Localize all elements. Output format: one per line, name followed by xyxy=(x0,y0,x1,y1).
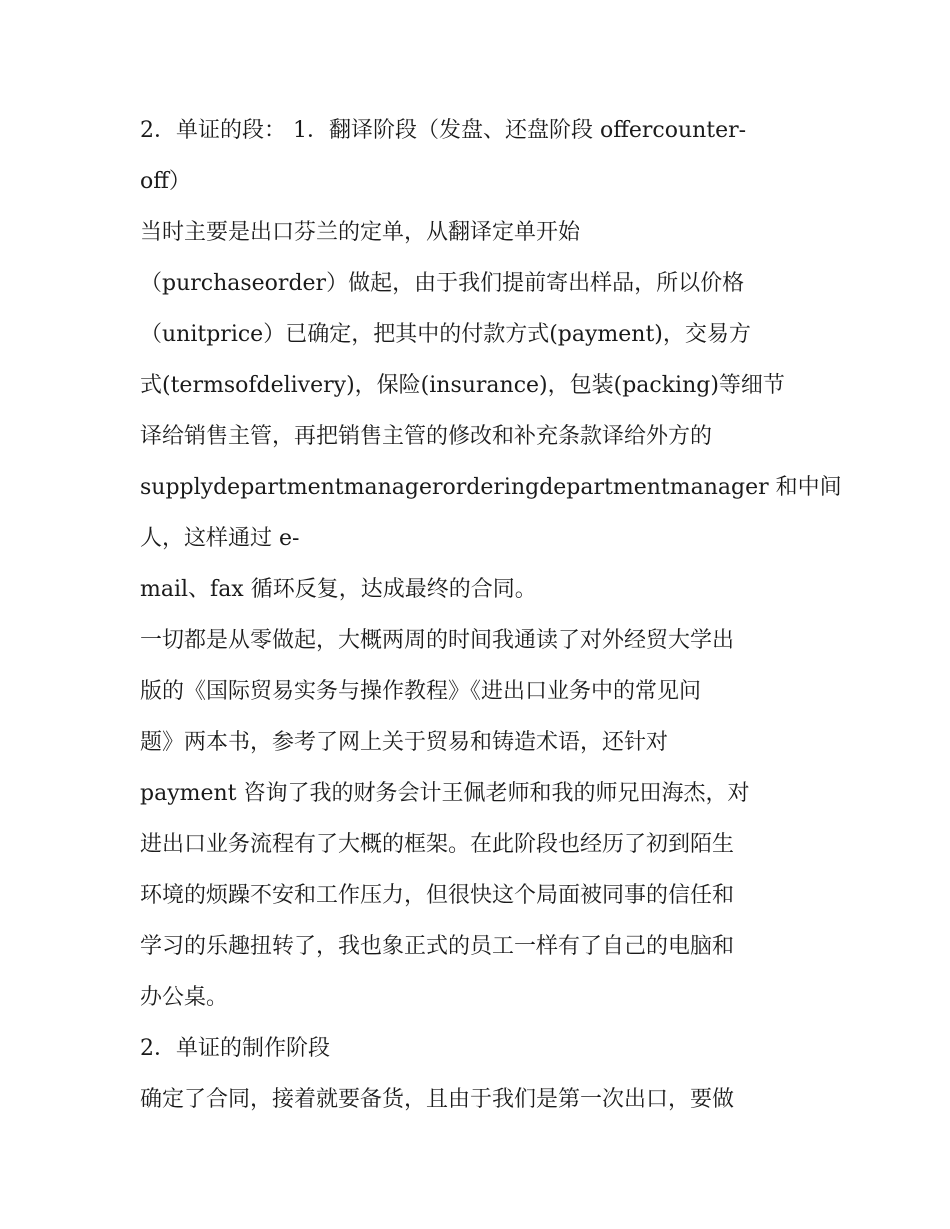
document-text xyxy=(140,105,842,1125)
text-line-12: 版的《国际贸易实务与操作教程》《进出口业务中的常见问 xyxy=(140,679,702,704)
text-line-10: mail、fax 循环反复，达成最终的合同。 xyxy=(140,577,537,602)
text-line-19: 2．单证的制作阶段 xyxy=(140,1036,330,1061)
text-line-14: payment 咨询了我的财务会计王佩老师和我的师兄田海杰，对 xyxy=(140,781,750,806)
text-line-2: off） xyxy=(140,169,191,194)
text-line-5: （unitprice）已确定，把其中的付款方式(payment)，交易方 xyxy=(140,322,751,347)
text-line-17: 学习的乐趣扭转了，我也象正式的员工一样有了自己的电脑和 xyxy=(140,934,735,959)
text-line-18: 办公桌。 xyxy=(140,985,229,1010)
text-line-16: 环境的烦躁不安和工作压力，但很快这个局面被同事的信任和 xyxy=(140,883,735,908)
text-line-6: 式(termsofdelivery)，保险(insurance)，包装(packing)等细节 xyxy=(140,373,785,398)
text-line-1: 2．单证的段： 1．翻译阶段（发盘、还盘阶段 offercounter- xyxy=(140,118,747,143)
text-line-11: 一切都是从零做起，大概两周的时间我通读了对外经贸大学出 xyxy=(140,628,735,653)
text-line-4: （purchaseorder）做起，由于我们提前寄出样品，所以价格 xyxy=(140,271,745,296)
text-line-15: 进出口业务流程有了大概的框架。在此阶段也经历了初到陌生 xyxy=(140,832,735,857)
text-line-8: supplydepartmentmanagerorderingdepartmentmanager 和中间 xyxy=(140,475,842,500)
text-line-13: 题》两本书，参考了网上关于贸易和铸造术语，还针对 xyxy=(140,730,669,755)
text-line-7: 译给销售主管，再把销售主管的修改和补充条款译给外方的 xyxy=(140,424,713,449)
text-line-9: 人，这样通过 e- xyxy=(140,526,300,551)
text-line-3: 当时主要是出口芬兰的定单，从翻译定单开始 xyxy=(140,220,581,245)
text-line-20: 确定了合同，接着就要备货，且由于我们是第一次出口，要做 xyxy=(140,1087,735,1112)
